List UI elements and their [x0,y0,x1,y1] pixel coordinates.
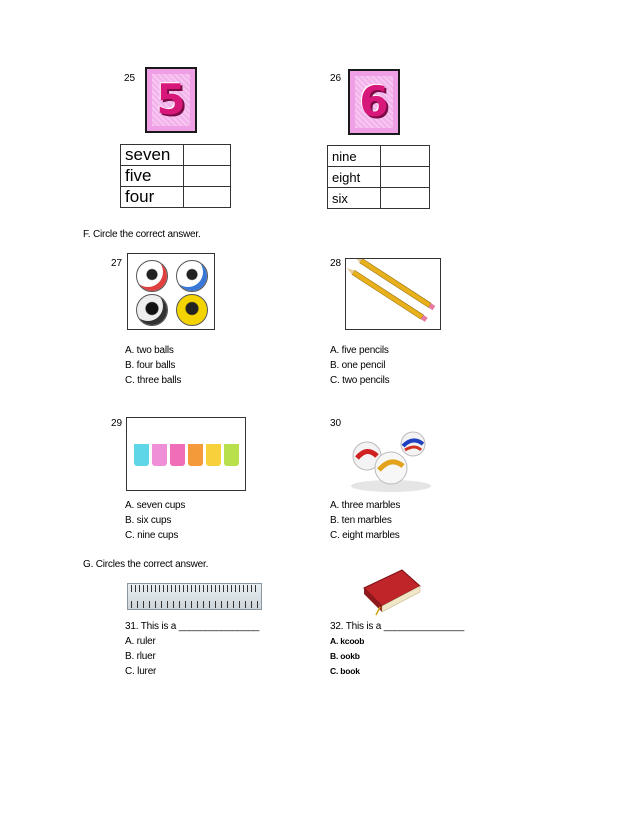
cup-icon [206,444,221,466]
options-32 [330,619,464,679]
ruler-ticks-bottom [131,601,258,608]
cup-icon [152,444,167,466]
section-g-heading: G. Circles the correct answer. [83,559,209,570]
number-card-five [145,67,197,133]
option-b[interactable]: B. one pencil [330,360,386,371]
yellow-ball-icon [176,294,208,326]
card-digit: 6 [359,77,389,126]
option-a[interactable]: A. two balls [125,345,174,356]
option-b[interactable]: B. ookb [330,651,360,661]
answer-box[interactable] [381,167,430,188]
word-option[interactable]: nine [328,146,381,167]
answer-box[interactable] [184,187,231,208]
ruler-image [127,583,262,610]
option-b[interactable]: B. ten marbles [330,515,392,526]
answer-box[interactable] [381,188,430,209]
option-a[interactable]: A. kcoob [330,636,365,646]
cup-icon [134,444,149,466]
word-option[interactable]: seven [121,145,184,166]
word-table-26 [327,145,430,209]
option-c[interactable]: C. nine cups [125,530,179,541]
option-c[interactable]: C. lurer [125,666,157,677]
word-option[interactable]: six [328,188,381,209]
word-option[interactable]: eight [328,167,381,188]
question-prompt: 31. This is a _______________ [125,621,260,632]
option-c[interactable]: C. three balls [125,375,182,386]
black-ball-icon [136,294,168,326]
word-option[interactable]: five [121,166,184,187]
options-30 [330,498,400,543]
question-number: 27 [111,258,123,269]
cup-icon [170,444,185,466]
answer-box[interactable] [381,146,430,167]
question-prompt: 32. This is a _______________ [330,621,465,632]
options-27 [125,343,181,388]
option-c[interactable]: C. two pencils [330,375,390,386]
cup-icon [188,444,203,466]
section-f-heading: F. Circle the correct answer. [83,229,201,240]
options-31 [125,619,259,679]
word-option[interactable]: four [121,187,184,208]
option-a[interactable]: A. seven cups [125,500,186,511]
red-ball-icon [136,260,168,292]
marbles-icon [345,416,437,496]
question-number: 28 [330,258,342,269]
cup-icon [224,444,239,466]
question-number: 25 [124,73,136,84]
pencils-image [345,258,441,330]
answer-box[interactable] [184,145,231,166]
ruler-ticks-top [131,585,258,592]
red-book-icon [360,566,422,616]
option-c[interactable]: C. book [330,666,360,676]
card-digit: 5 [156,75,186,124]
option-b[interactable]: B. rluer [125,651,156,662]
question-number: 26 [330,73,342,84]
question-number: 30 [330,418,342,429]
word-table-25 [120,144,231,208]
option-a[interactable]: A. three marbles [330,500,401,511]
option-a[interactable]: A. ruler [125,636,156,647]
number-card-six [348,69,400,135]
option-b[interactable]: B. four balls [125,360,176,371]
answer-box[interactable] [184,166,231,187]
option-b[interactable]: B. six cups [125,515,172,526]
question-number: 29 [111,418,123,429]
options-29 [125,498,185,543]
option-a[interactable]: A. five pencils [330,345,389,356]
option-c[interactable]: C. eight marbles [330,530,400,541]
soccer-balls-image [127,253,215,330]
cups-image [126,417,246,491]
options-28 [330,343,389,388]
blue-ball-icon [176,260,208,292]
pencils-icon [346,259,440,329]
marbles-image [345,416,437,496]
book-image [360,566,422,616]
